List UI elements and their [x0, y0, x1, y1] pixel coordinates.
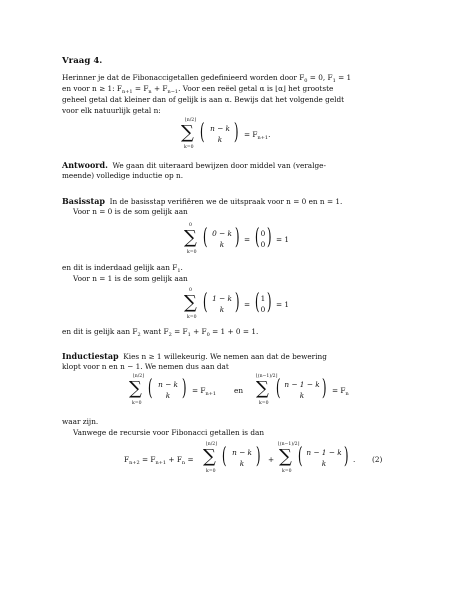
binom-bottom: k	[219, 305, 225, 314]
induction-step-line-4: Vanwege de recursie voor Fibonacci getallen is dan	[73, 428, 265, 437]
equation-rhs: = 1	[276, 235, 290, 244]
right-paren: )	[234, 225, 240, 250]
sigma-symbol-2: ∑	[279, 446, 292, 467]
binom2-bottom: k	[321, 459, 327, 468]
left-paren: (	[202, 225, 208, 250]
binom1-bottom: k	[239, 459, 245, 468]
question-heading: Vraag 4.	[62, 56, 103, 66]
induction-step-line-2: klopt voor n en n − 1. We nemen dus aan dat	[62, 362, 229, 371]
sigma-symbol: ∑	[181, 122, 194, 143]
sum2-lower-limit: k=0	[282, 469, 292, 474]
binom2-top: n − 1 − k	[284, 380, 320, 389]
right-paren-2: )	[343, 444, 349, 469]
left-paren-2: (	[254, 290, 260, 315]
right-paren-2: )	[266, 290, 272, 315]
equation-main	[180, 118, 310, 154]
binom2-top: 1	[260, 294, 266, 303]
left-paren: (	[202, 290, 208, 315]
right-paren: )	[234, 290, 240, 315]
intro-line-3: geheel getal dat kleiner dan of gelijk is aan α. Bewijs dat het volgende geldt	[62, 95, 345, 104]
equals-sign: =	[244, 235, 251, 244]
left-paren-2: (	[254, 225, 260, 250]
sum-lower-limit: k=0	[187, 250, 197, 255]
equation-rhs: = 1	[276, 300, 290, 309]
equation-period: .	[353, 455, 356, 464]
sigma-symbol: ∑	[129, 378, 142, 399]
binom1-top: n − k	[158, 380, 178, 389]
rhs-1: = $F_{n+1}$	[192, 386, 217, 397]
right-paren: )	[255, 444, 261, 469]
binom1-bottom: k	[165, 391, 171, 400]
sum2-upper-limit: ⌊(n−1)/2⌋	[278, 442, 300, 447]
induction-step-line-1: Inductiestap Kies n ≥ 1 willekeurig. We nemen aan dat de bewering	[62, 351, 327, 361]
equation-rhs: = $F_{n+1}$.	[244, 130, 271, 141]
intro-line-2: en voor n ≥ 1: $F_{n+1} = F_n + F_{n-1}$. Voor een reëel getal α is ⌊α⌋ het grootste	[62, 84, 334, 95]
binom-bottom: k	[217, 135, 223, 144]
equation-recursion	[124, 441, 389, 481]
induction-step-line-3: waar zijn.	[62, 417, 99, 426]
intro-line-1: Herinner je dat de Fibonaccigetallen gedefinieerd worden door $F_0 = 0$, $F_1 = 1$	[62, 73, 352, 84]
sum1-upper-limit: ⌊n/2⌋	[206, 442, 218, 447]
sum1-lower-limit: k=0	[206, 469, 216, 474]
sum-lower-limit: k=0	[184, 145, 194, 150]
base-step-line-4: Voor n = 1 is de som gelijk aan	[73, 274, 188, 283]
binom-bottom: k	[219, 240, 225, 249]
sum1-lower-limit: k=0	[132, 401, 142, 406]
plus-sign: +	[268, 455, 275, 464]
base-step-line-5: en dit is gelijk aan $F_2$ want $F_2 = F_1 + F_0 = 1 + 0 = 1$.	[62, 327, 259, 338]
left-paren-2: (	[275, 376, 281, 401]
sum-lower-limit: k=0	[187, 315, 197, 320]
equation-base-n0	[183, 223, 303, 259]
sum1-upper-limit: ⌊n/2⌋	[133, 374, 145, 379]
right-paren: )	[181, 376, 187, 401]
en-conjunction: en	[234, 386, 244, 395]
sum2-upper-limit: ⌊(n−1)/2⌋	[256, 374, 278, 379]
binom2-bottom: 0	[260, 305, 266, 314]
equation-induction-hypothesis	[128, 374, 378, 412]
equals-sign: =	[244, 300, 251, 309]
binom-top: 1 − k	[212, 294, 232, 303]
rhs-2: = $F_n$	[332, 386, 349, 397]
base-step-line-1: Basisstap In de basisstap verifiëren we de uitspraak voor n = 0 en n = 1.	[62, 196, 343, 206]
recursion-lhs: $F_{n+2} = F_{n+1} + F_n$ =	[124, 455, 194, 466]
sigma-symbol: ∑	[203, 446, 216, 467]
binom1-top: n − k	[232, 448, 252, 457]
intro-line-4: voor elk natuurlijk getal n:	[62, 106, 161, 115]
right-paren-2: )	[321, 376, 327, 401]
sigma-symbol-2: ∑	[256, 378, 269, 399]
binom2-bottom: 0	[260, 240, 266, 249]
left-paren: (	[199, 120, 205, 145]
binom2-bottom: k	[299, 391, 305, 400]
answer-line-2: meende) volledige inductie op n.	[62, 171, 184, 180]
equation-base-n1	[183, 288, 303, 324]
right-paren-2: )	[266, 225, 272, 250]
binom2-top: n − 1 − k	[306, 448, 342, 457]
binom-top: n − k	[210, 124, 230, 133]
sum2-lower-limit: k=0	[259, 401, 269, 406]
sigma-symbol: ∑	[184, 227, 197, 248]
left-paren: (	[147, 376, 153, 401]
equation-number: (2)	[372, 455, 383, 464]
base-step-line-3: en dit is inderdaad gelijk aan $F_1$.	[62, 263, 183, 274]
right-paren: )	[233, 120, 239, 145]
sigma-symbol: ∑	[184, 292, 197, 313]
binom2-top: 0	[260, 229, 266, 238]
binom-top: 0 − k	[212, 229, 232, 238]
base-step-line-2: Voor n = 0 is de som gelijk aan	[73, 207, 188, 216]
sum-upper-limit: 0	[189, 223, 192, 228]
answer-line-1: Antwoord. We gaan dit uiteraard bewijzen door middel van (veralge-	[62, 160, 326, 170]
sum-upper-limit: 0	[189, 288, 192, 293]
left-paren: (	[221, 444, 227, 469]
left-paren-2: (	[297, 444, 303, 469]
sum-upper-limit: ⌊n/2⌋	[185, 118, 197, 123]
